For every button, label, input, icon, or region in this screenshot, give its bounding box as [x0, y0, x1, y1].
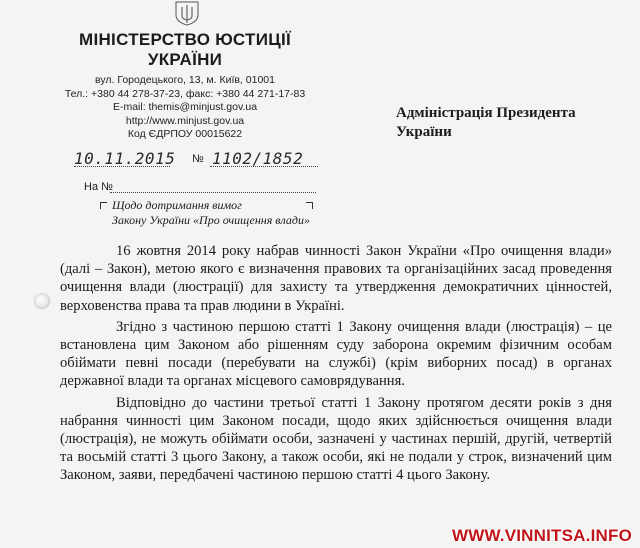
subject-line2: Закону України «Про очищення влади» — [112, 213, 310, 227]
registration-number: 1102/1852 — [212, 149, 304, 168]
ministry-name-line2: УКРАЇНИ — [147, 50, 223, 69]
trident-emblem-icon — [172, 0, 202, 26]
body-paragraph-3: Відповідно до частини третьої статті 1 Закону протягом десяти років з дня набрання чинності цим Законом посади, щодо яких здійснюється очищення влади (люстрація), не можуть обіймати особи, зазначені у частинах першій, другій, четвертій та восьмій статті 3 цього Закону, а також особи, які не подали у строк, визначений цим Законом, заяви, передбачені частиною першою статті 4 цього Закону. — [60, 394, 612, 484]
addressee-line1: Адміністрація Президента — [396, 105, 576, 121]
address-text: вул. Городецького, 13, м. Київ, 01001 — [95, 74, 275, 86]
addressee-block — [396, 104, 626, 142]
registration-line — [74, 149, 318, 171]
ministry-name-line1: МІНІСТЕРСТВО ЮСТИЦІЇ — [78, 30, 291, 49]
date-dotted-line — [74, 166, 170, 167]
reference-dotted-line — [110, 192, 316, 193]
contact-block — [60, 74, 310, 142]
site-watermark: WWW.VINNITSA.INFO — [452, 526, 632, 545]
body-paragraph-1: 16 жовтня 2014 року набрав чинності Закон України «Про очищення влади» (далі – Закон), метою якого є визначення правових та організаційних засад проведення очищення влади (люстрації) для захисту та утвердження демократичних цінностей, верховенства права та прав людини в Україні. — [60, 243, 612, 314]
email-text: E-mail: themis@minjust.gov.ua — [112, 101, 258, 113]
reference-label: На № — [84, 181, 113, 193]
number-dotted-line — [210, 166, 318, 167]
ministry-name — [60, 30, 310, 70]
addressee-line2: України — [396, 124, 452, 140]
registration-date: 10.11.2015 — [74, 149, 176, 168]
punch-hole-icon — [34, 293, 50, 309]
subject-corner-left — [100, 202, 107, 209]
body-paragraph-2: Згідно з частиною першою статті 1 Закону очищення влади (люстрація) – це встановлена цим Законом або рішенням суду заборона окремим фізичним особам обіймати певні посади (перебувати на службі) (крім виборних посад) в органах державної влади та органах місцевого самоврядування. — [60, 318, 612, 390]
website-text: http://www.minjust.gov.ua — [125, 114, 245, 127]
edrpou-code: Код ЄДРПОУ 00015622 — [127, 128, 243, 140]
phone-fax-text: Тел.: +380 44 278-37-23, факс: +380 44 271-17-83 — [64, 87, 306, 100]
subject-block — [112, 198, 342, 228]
subject-line1: Щодо дотримання вимог — [112, 198, 242, 212]
letter-body — [60, 242, 612, 485]
number-label: № — [192, 153, 204, 165]
